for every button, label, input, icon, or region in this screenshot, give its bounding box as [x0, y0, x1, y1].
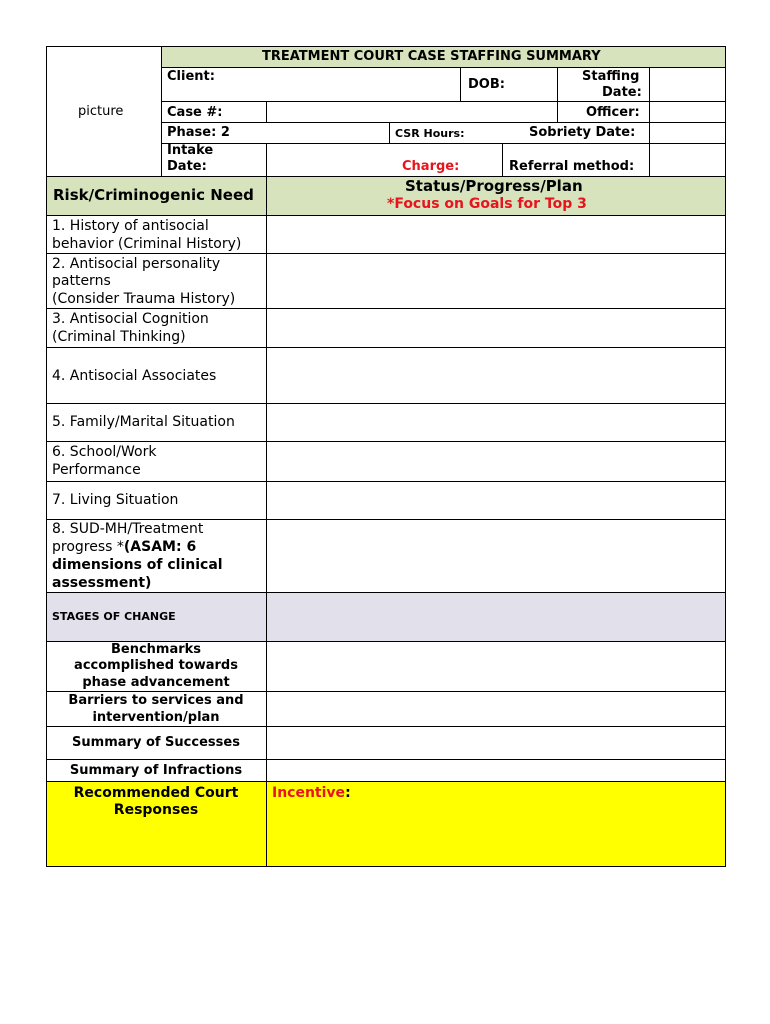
need-item-7: 7. Living Situation [52, 492, 179, 508]
infractions-label: Summary of Infractions [69, 763, 243, 778]
sobriety-date-label: Sobriety Date: [529, 125, 636, 140]
benchmarks-label-3: phase advancement [82, 675, 230, 690]
client-label: Client: [167, 69, 215, 84]
officer-label: Officer: [586, 105, 640, 120]
need-item-2-line2: patterns [52, 273, 111, 289]
incentive-label: Incentive: [272, 785, 351, 801]
need-column-header: Risk/Criminogenic Need [53, 186, 254, 204]
need-item-4: 4. Antisocial Associates [52, 368, 217, 384]
recommended-responses-label-2: Responses [113, 802, 199, 818]
stages-of-change-label: STAGES OF CHANGE [52, 610, 176, 623]
need-item-8-line3: dimensions of clinical [52, 557, 223, 573]
dob-label: DOB: [468, 77, 505, 92]
referral-method-label: Referral method: [509, 159, 635, 174]
recommended-responses-label: Recommended Court [73, 785, 239, 801]
need-item-5: 5. Family/Marital Situation [52, 414, 235, 430]
need-item-3-line2: (Criminal Thinking) [52, 329, 186, 345]
case-number-label: Case #: [167, 105, 223, 120]
intake-date-label-2: Date: [167, 159, 207, 174]
barriers-label-2: intervention/plan [92, 710, 220, 725]
need-item-2-line3: (Consider Trauma History) [52, 291, 236, 307]
need-item-1: 1. History of antisocial [52, 218, 209, 234]
charge-label: Charge: [402, 159, 460, 174]
need-item-3: 3. Antisocial Cognition [52, 311, 209, 327]
benchmarks-label-2: accomplished towards [74, 658, 238, 673]
successes-label: Summary of Successes [72, 735, 240, 750]
need-item-6: 6. School/Work [52, 444, 157, 460]
benchmarks-label: Benchmarks [110, 642, 202, 657]
status-column-header: Status/Progress/Plan [405, 177, 583, 195]
picture-placeholder: picture [78, 104, 124, 119]
phase-label: Phase: 2 [167, 125, 230, 140]
need-item-8-line4: assessment) [52, 575, 152, 591]
need-item-8: 8. SUD-MH/Treatment [52, 521, 204, 537]
need-item-6-line2: Performance [52, 462, 141, 478]
need-item-2: 2. Antisocial personality [52, 256, 221, 272]
need-item-8-line2: progress *(ASAM: 6 [52, 539, 197, 555]
barriers-label: Barriers to services and [68, 693, 244, 708]
need-item-1-line2: behavior (Criminal History) [52, 236, 242, 252]
staffing-date-label-2: Date: [602, 85, 642, 100]
staffing-date-label: Staffing [582, 69, 640, 84]
csr-hours-label: CSR Hours: [395, 127, 465, 140]
focus-note: *Focus on Goals for Top 3 [387, 196, 587, 212]
intake-date-label: Intake [167, 143, 214, 158]
form-title: TREATMENT COURT CASE STAFFING SUMMARY [262, 49, 601, 64]
